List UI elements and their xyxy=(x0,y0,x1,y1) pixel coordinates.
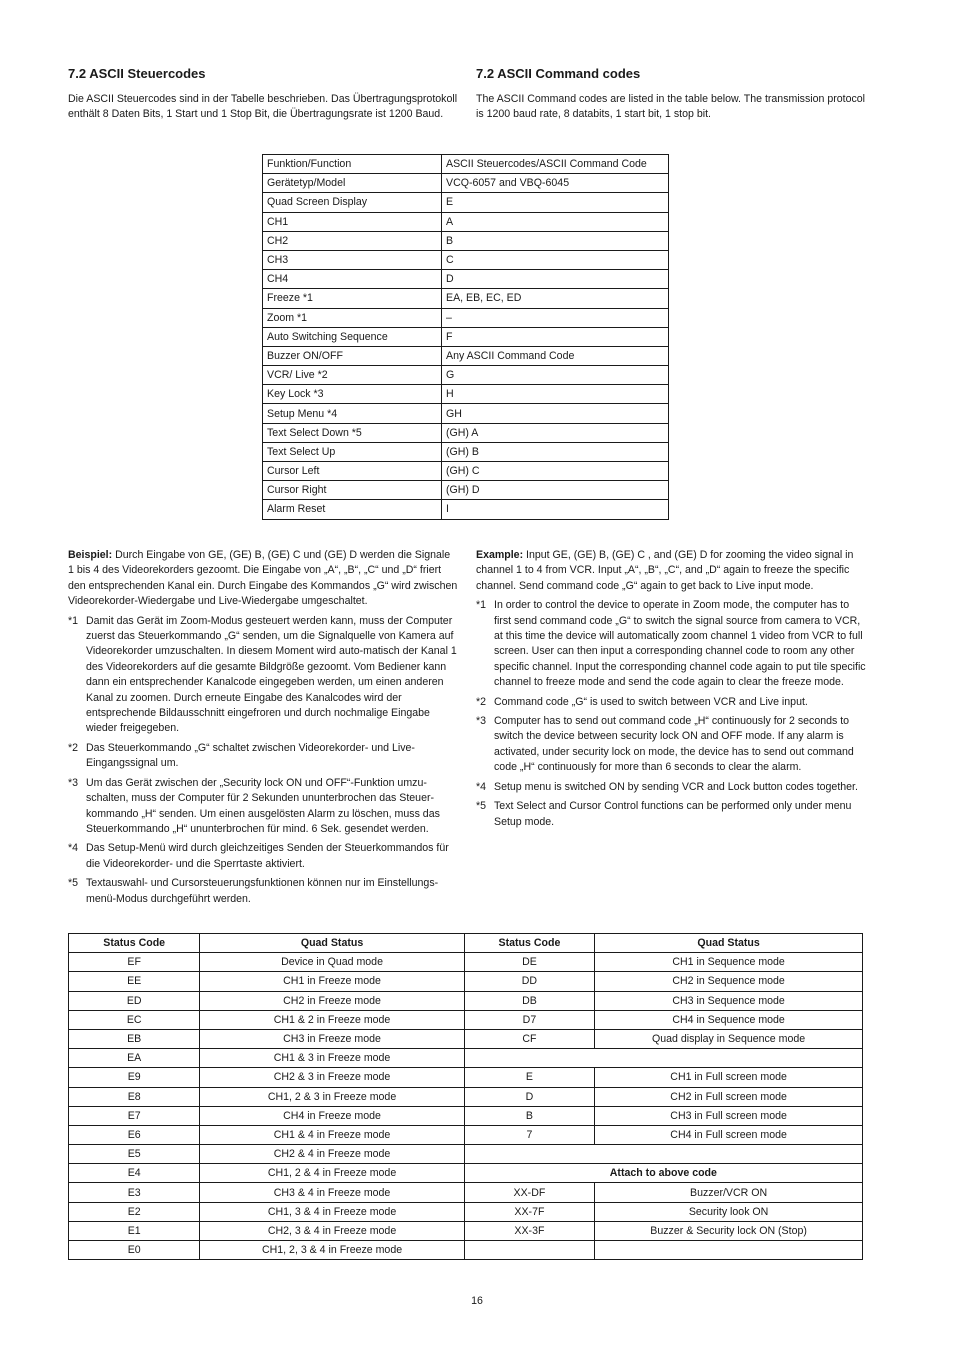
status-code: XX-7F xyxy=(464,1202,594,1221)
status-code: E xyxy=(464,1068,594,1087)
quad-status: CH1, 2 & 4 in Freeze mode xyxy=(200,1164,464,1183)
code-cell: – xyxy=(442,308,669,327)
command-row xyxy=(263,327,669,346)
code-cell: E xyxy=(442,193,669,212)
footnote-text: Textauswahl- und Cursorsteuerungsfunktionen können nur im Einstellungs-menü-Modus durchgeführt werden. xyxy=(86,877,439,905)
function-cell: Auto Switching Sequence xyxy=(263,327,442,346)
footnote-text: In order to control the device to operate in Zoom mode, the computer has to first send command code „G“ to switch the signal source from camera to VCR, at this time the device will automatically zoom channel 1 video from VCR to full screen. User can then input a corresponding channel code to room any other specific channel. Input the corresponding channel code again to put tile specific channel to freeze mode and send the code again to clear the freeze mode. xyxy=(494,599,866,689)
status-code: DE xyxy=(464,953,594,972)
span-cell xyxy=(464,1049,862,1068)
status-code: E5 xyxy=(69,1145,200,1164)
command-row xyxy=(263,155,669,174)
command-row xyxy=(263,423,669,442)
status-code: E6 xyxy=(69,1125,200,1144)
status-code: EC xyxy=(69,1010,200,1029)
function-cell: Freeze *1 xyxy=(263,289,442,308)
command-row xyxy=(263,481,669,500)
status-code: E7 xyxy=(69,1106,200,1125)
quad-status: CH2 in Full screen mode xyxy=(595,1087,863,1106)
function-cell: Funktion/Function xyxy=(263,155,442,174)
status-row xyxy=(69,953,863,972)
code-cell: D xyxy=(442,270,669,289)
quad-status: CH2 in Freeze mode xyxy=(200,991,464,1010)
command-row xyxy=(263,404,669,423)
status-row xyxy=(69,1106,863,1125)
status-row xyxy=(69,1241,863,1260)
footnote xyxy=(476,799,866,830)
code-cell: EA, EB, EC, ED xyxy=(442,289,669,308)
quad-status: CH1, 2 & 3 in Freeze mode xyxy=(200,1087,464,1106)
quad-status: CH3 in Freeze mode xyxy=(200,1029,464,1048)
code-cell: A xyxy=(442,212,669,231)
function-cell: Quad Screen Display xyxy=(263,193,442,212)
function-cell: Key Lock *3 xyxy=(263,385,442,404)
command-row xyxy=(263,442,669,461)
quad-status: CH1 & 3 in Freeze mode xyxy=(200,1049,464,1068)
code-cell: VCQ-6057 and VBQ-6045 xyxy=(442,174,669,193)
status-row xyxy=(69,1029,863,1048)
function-cell: CH2 xyxy=(263,231,442,250)
status-row xyxy=(69,1125,863,1144)
german-heading: 7.2 ASCII Steuercodes xyxy=(68,66,206,81)
code-cell: (GH) A xyxy=(442,423,669,442)
english-section xyxy=(476,66,868,123)
code-cell: C xyxy=(442,250,669,269)
quad-status: Quad display in Sequence mode xyxy=(595,1029,863,1048)
status-row xyxy=(69,1164,863,1183)
german-notes xyxy=(68,548,458,907)
status-row xyxy=(69,1221,863,1240)
quad-status: Buzzer/VCR ON xyxy=(595,1183,863,1202)
code-cell: ASCII Steuercodes/ASCII Command Code xyxy=(442,155,669,174)
footnote xyxy=(68,876,458,907)
status-code: EB xyxy=(69,1029,200,1048)
status-code xyxy=(464,1241,594,1260)
quad-status: CH2 in Sequence mode xyxy=(595,972,863,991)
command-row xyxy=(263,231,669,250)
footnote-mark: *4 xyxy=(68,842,79,855)
footnote-mark: *1 xyxy=(68,614,79,627)
status-code: DB xyxy=(464,991,594,1010)
status-code: E9 xyxy=(69,1068,200,1087)
quad-status: CH1 & 4 in Freeze mode xyxy=(200,1125,464,1144)
status-row xyxy=(69,1145,863,1164)
german-example xyxy=(68,548,458,610)
status-code: ED xyxy=(69,991,200,1010)
quad-status: CH4 in Freeze mode xyxy=(200,1106,464,1125)
command-row xyxy=(263,289,669,308)
code-cell: I xyxy=(442,500,669,519)
german-section xyxy=(68,66,460,123)
code-cell: (GH) C xyxy=(442,462,669,481)
footnote-text: Command code „G“ is used to switch between VCR and Live input. xyxy=(494,695,808,708)
footnote xyxy=(476,714,866,776)
status-code: EF xyxy=(69,953,200,972)
footnote-text: Text Select and Cursor Control functions can be performed only under menu Setup mode. xyxy=(494,800,852,828)
footnote-mark: *5 xyxy=(476,800,487,813)
status-code: XX-DF xyxy=(464,1183,594,1202)
quad-status: CH3 in Sequence mode xyxy=(595,991,863,1010)
command-row xyxy=(263,250,669,269)
status-code: E4 xyxy=(69,1164,200,1183)
german-intro: Die ASCII Steuercodes sind in der Tabelle beschrieben. Das Übertragungsprotokoll enthält 8 Daten Bits, 1 Start und 1 Stop Bit, die Übertragungsrate ist 1200 Baud. xyxy=(68,93,458,121)
column-header: Quad Status xyxy=(200,934,464,953)
function-cell: CH4 xyxy=(263,270,442,289)
status-code: CF xyxy=(464,1029,594,1048)
quad-status: CH1 in Full screen mode xyxy=(595,1068,863,1087)
code-cell: F xyxy=(442,327,669,346)
status-code: EA xyxy=(69,1049,200,1068)
german-example-text: Durch Eingabe von GE, (GE) B, (GE) C und (GE) D werden die Signale 1 bis 4 des Videorekorders gezoomt. Die Eingabe von „A“, „B“, „C“ und „D“ friert den entsprechenden Kanal ein. Durch Eingabe des Kommandos „G“ wird zwischen Videorekorder-Wiedergabe und Live-Wiedergabe umgeschaltet. xyxy=(68,549,458,608)
status-header-row xyxy=(69,934,863,953)
function-cell: Text Select Down *5 xyxy=(263,423,442,442)
function-cell: Text Select Up xyxy=(263,442,442,461)
function-cell: CH1 xyxy=(263,212,442,231)
footnote-text: Um das Gerät zwischen der „Security lock ON und OFF“-Funktion umzu-schalten, muss der Computer für 2 Sekunden ununterbrochen das Steuer-kommando „H“ senden. Um einen ausgelösten Alarm zu löschen, muss das Steuerkommando „H“ ununterbrochen für mind. 6 Sek. gesendet werden. xyxy=(86,776,440,835)
footnote-mark: *1 xyxy=(476,599,487,612)
function-cell: CH3 xyxy=(263,250,442,269)
function-cell: Cursor Left xyxy=(263,462,442,481)
quad-status: CH2 & 4 in Freeze mode xyxy=(200,1145,464,1164)
page-number: 16 xyxy=(471,1295,483,1307)
footnote-mark: *2 xyxy=(68,741,79,754)
function-cell: Buzzer ON/OFF xyxy=(263,346,442,365)
quad-status: CH2, 3 & 4 in Freeze mode xyxy=(200,1221,464,1240)
function-cell: Zoom *1 xyxy=(263,308,442,327)
command-row xyxy=(263,193,669,212)
command-row xyxy=(263,308,669,327)
status-row xyxy=(69,1068,863,1087)
span-cell: Attach to above code xyxy=(464,1164,862,1183)
code-cell: H xyxy=(442,385,669,404)
status-row xyxy=(69,1010,863,1029)
code-cell: GH xyxy=(442,404,669,423)
english-notes xyxy=(476,548,866,830)
status-row xyxy=(69,972,863,991)
column-header: Status Code xyxy=(69,934,200,953)
quad-status: CH1 in Freeze mode xyxy=(200,972,464,991)
command-row xyxy=(263,462,669,481)
footnote xyxy=(476,598,866,690)
status-code-table xyxy=(68,933,863,1260)
quad-status: CH1, 2, 3 & 4 in Freeze mode xyxy=(200,1241,464,1260)
footnote xyxy=(476,780,866,795)
footnote-text: Das Steuerkommando „G“ schaltet zwischen Videorekorder- und Live-Eingangssignal um. xyxy=(86,741,415,770)
english-intro: The ASCII Command codes are listed in the table below. The transmission protocol is 1200 baud rate, 8 databits, 1 start bit, 1 stop bit. xyxy=(476,93,866,121)
code-cell: (GH) D xyxy=(442,481,669,500)
command-row xyxy=(263,174,669,193)
footnote xyxy=(68,614,458,737)
status-code: D7 xyxy=(464,1010,594,1029)
command-row xyxy=(263,500,669,519)
english-heading: 7.2 ASCII Command codes xyxy=(476,66,641,81)
footnote-mark: *3 xyxy=(476,715,487,728)
status-code: DD xyxy=(464,972,594,991)
command-row xyxy=(263,212,669,231)
quad-status: CH1 & 2 in Freeze mode xyxy=(200,1010,464,1029)
quad-status: CH3 & 4 in Freeze mode xyxy=(200,1183,464,1202)
english-example-label: Example: xyxy=(476,549,524,561)
span-cell xyxy=(464,1145,862,1164)
status-code: E2 xyxy=(69,1202,200,1221)
footnote-mark: *5 xyxy=(68,877,79,890)
status-row xyxy=(69,1049,863,1068)
footnote-text: Computer has to send out command code „H“ continuously for 2 seconds to switch the device between security lock ON and OFF mode. If any alarm is activated, under security lock on mode, the device has to send out command code „H“ continuously for more than 6 seconds to clear the alarm. xyxy=(494,715,854,774)
german-example-label: Beispiel: xyxy=(68,549,113,561)
function-cell: Setup Menu *4 xyxy=(263,404,442,423)
footnote-text: Damit das Gerät im Zoom-Modus gesteuert werden kann, muss der Computer zuerst das Steuerkommando „G“ senden, um die Signalquelle von Kamera auf Videorekorder umzuschalten. In diesem Moment wird auto-matisch der Kanal 1 des Videorekorders auf die gesamte Bildgröße gezoomt. Vom Bediener kann dann ein entsprechender Kanalcode eingegeben werden, um einen anderen Kanal zu zoomen. Durch erneute Eingabe des Kanalcodes wird der entsprechende Bildausschnitt eingefroren und durch nochmalige Eingabe wieder freigegeben. xyxy=(86,614,457,735)
quad-status: CH4 in Sequence mode xyxy=(595,1010,863,1029)
command-row xyxy=(263,366,669,385)
command-row xyxy=(263,346,669,365)
command-code-table xyxy=(262,154,669,520)
status-code: EE xyxy=(69,972,200,991)
code-cell: B xyxy=(442,231,669,250)
footnote xyxy=(68,841,458,872)
quad-status: CH4 in Full screen mode xyxy=(595,1125,863,1144)
quad-status: Buzzer & Security lock ON (Stop) xyxy=(595,1221,863,1240)
quad-status xyxy=(595,1241,863,1260)
status-code: XX-3F xyxy=(464,1221,594,1240)
english-example-text: Input GE, (GE) B, (GE) C , and (GE) D for zooming the video signal in channel 1 to 4 from VCR. Input „A“, „B“, „C“, and „D“ again to freeze the specific channel. Send command code „G“ again to get back to Live input mode. xyxy=(476,549,854,592)
code-cell: (GH) B xyxy=(442,442,669,461)
footnote-mark: *2 xyxy=(476,695,487,708)
footnote-text: Setup menu is switched ON by sending VCR and Lock button codes together. xyxy=(494,780,858,793)
status-code: D xyxy=(464,1087,594,1106)
english-example xyxy=(476,548,866,594)
status-row xyxy=(69,991,863,1010)
function-cell: Alarm Reset xyxy=(263,500,442,519)
command-row xyxy=(263,385,669,404)
footnote xyxy=(68,741,458,772)
status-code: B xyxy=(464,1106,594,1125)
footnote xyxy=(68,776,458,838)
status-code: 7 xyxy=(464,1125,594,1144)
quad-status: CH1, 3 & 4 in Freeze mode xyxy=(200,1202,464,1221)
footnote xyxy=(476,695,866,710)
function-cell: Gerätetyp/Model xyxy=(263,174,442,193)
status-code: E0 xyxy=(69,1241,200,1260)
function-cell: Cursor Right xyxy=(263,481,442,500)
quad-status: Device in Quad mode xyxy=(200,953,464,972)
status-code: E1 xyxy=(69,1221,200,1240)
column-header: Quad Status xyxy=(595,934,863,953)
status-code: E3 xyxy=(69,1183,200,1202)
quad-status: CH2 & 3 in Freeze mode xyxy=(200,1068,464,1087)
function-cell: VCR/ Live *2 xyxy=(263,366,442,385)
status-row xyxy=(69,1183,863,1202)
footnote-mark: *4 xyxy=(476,780,487,793)
footnote-mark: *3 xyxy=(68,776,79,789)
quad-status: Security look ON xyxy=(595,1202,863,1221)
code-cell: Any ASCII Command Code xyxy=(442,346,669,365)
status-code: E8 xyxy=(69,1087,200,1106)
command-row xyxy=(263,270,669,289)
status-row xyxy=(69,1202,863,1221)
status-row xyxy=(69,1087,863,1106)
quad-status: CH1 in Sequence mode xyxy=(595,953,863,972)
quad-status: CH3 in Full screen mode xyxy=(595,1106,863,1125)
code-cell: G xyxy=(442,366,669,385)
footnote-text: Das Setup-Menü wird durch gleichzeitiges Senden der Steuerkommandos für die Videorekorder- und die Sperrtaste aktiviert. xyxy=(86,842,449,870)
column-header: Status Code xyxy=(464,934,594,953)
